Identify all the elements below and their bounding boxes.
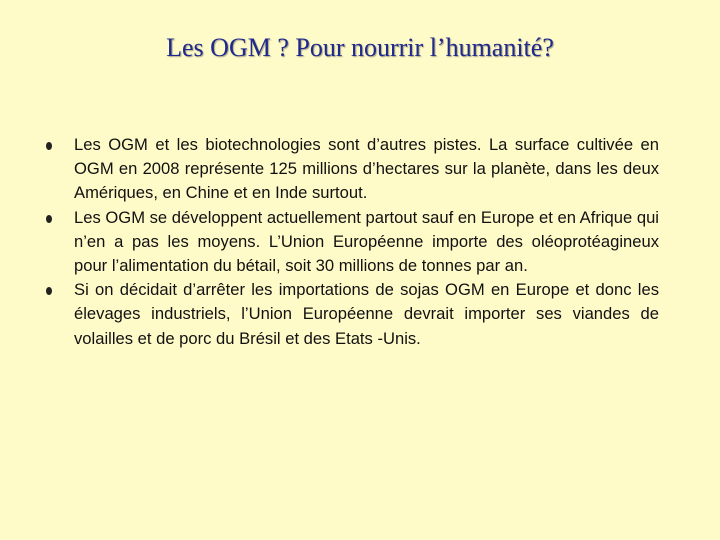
bullet-dot-icon [46, 287, 52, 295]
bullet-text: Les OGM et les biotechnologies sont d’autres pistes. La surface cultivée en OGM en 2008 représente 125 millions d’hectares sur la planète, dans les deux Amériques, en Chine et en Inde surtout. [74, 135, 659, 203]
bullet-dot-icon [46, 142, 52, 150]
bullet-dot-icon [46, 215, 52, 223]
bullet-item [45, 278, 659, 351]
bullet-item [45, 133, 659, 206]
bullet-text: Si on décidait d’arrêter les importations de sojas OGM en Europe et donc les élevages industriels, l’Union Européenne devrait importer ses viandes de volailles et de porc du Brésil et des Etats -Unis. [74, 280, 659, 348]
bullet-list [45, 133, 659, 351]
bullet-item [45, 206, 659, 279]
bullet-text: Les OGM se développent actuellement partout sauf en Europe et en Afrique qui n’en a pas les moyens. L’Union Européenne importe des oléoprotéagineux pour l’alimentation du bétail, soit 30 millions de tonnes par an. [74, 207, 659, 276]
slide-title: Les OGM ? Pour nourrir l’humanité? [166, 33, 554, 62]
